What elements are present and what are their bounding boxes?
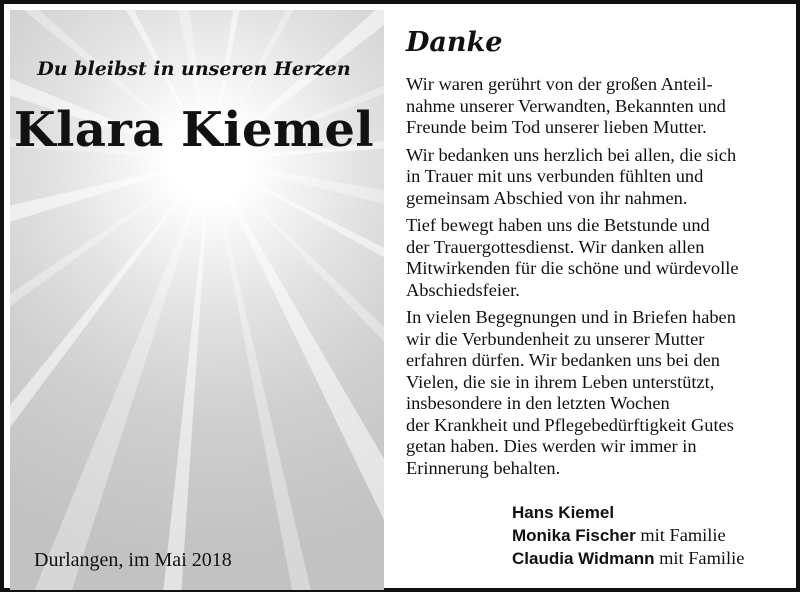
text-line: nahme unserer Verwandten, Bekannten und — [406, 95, 726, 116]
signer-name: Hans Kiemel — [512, 503, 615, 522]
thanks-paragraph — [406, 307, 776, 479]
text-line: Wir waren gerührt von der großen Anteil- — [406, 74, 713, 94]
text-line: der Krankheit und Pflegebedürftigkeit Gutes — [406, 414, 734, 435]
place-date: Durlangen, im Mai 2018 — [34, 549, 232, 571]
text-line: gemeinsam Abschied von ihr nahmen. — [406, 187, 688, 208]
thanks-paragraph — [406, 74, 776, 139]
text-line: Freunde beim Tod unserer lieben Mutter. — [406, 117, 707, 137]
signer-suffix: mit Familie — [635, 525, 726, 545]
light-ray — [210, 160, 370, 590]
thanks-text — [406, 74, 776, 479]
signers-list — [512, 501, 744, 570]
text-line: Tief bewegt haben uns die Betstunde und — [406, 215, 710, 235]
text-line: In vielen Begegnungen und in Briefen haben — [406, 307, 736, 327]
signer — [512, 524, 744, 547]
text-line: erfahren dürfen. Wir bedanken uns bei den — [406, 350, 720, 370]
text-line: getan haben. Dies werden wir immer in — [406, 436, 697, 456]
text-line: Wir bedanken uns herzlich bei allen, die sich — [406, 144, 737, 165]
signer — [512, 501, 744, 524]
light-ray — [210, 160, 384, 590]
light-ray — [134, 160, 210, 590]
text-line: Abschiedsfeier. — [406, 279, 520, 300]
text-line: wir die Verbundenheit zu unserer Mutter — [406, 328, 705, 349]
thanks-column — [406, 26, 776, 485]
light-ray — [10, 160, 210, 367]
signer-name: Claudia Widmann — [512, 549, 655, 568]
memorial-tagline: Du bleibst in unseren Herzen — [37, 58, 351, 80]
light-ray — [210, 160, 384, 590]
thanks-heading: Danke — [406, 27, 503, 58]
text-line: der Trauergottesdienst. Wir danken allen — [406, 236, 705, 257]
text-line: in Trauer mit uns verbunden fühlten und — [406, 166, 704, 186]
signer-name: Monika Fischer — [512, 526, 636, 545]
sunburst-rays — [10, 10, 384, 590]
deceased-name: Klara Kiemel — [13, 102, 375, 158]
text-line: Erinnerung behalten. — [406, 457, 561, 478]
thanks-paragraph — [406, 215, 776, 301]
text-line: Vielen, die sie in ihrem Leben unterstützt, — [406, 371, 715, 392]
thanks-paragraph — [406, 145, 776, 210]
memorial-panel — [10, 10, 384, 590]
signer-suffix: mit Familie — [654, 548, 745, 568]
text-line: insbesondere in den letzten Wochen — [406, 393, 670, 413]
text-line: Mitwirkenden für die schöne und würdevolle — [406, 258, 739, 278]
signer — [512, 547, 744, 570]
